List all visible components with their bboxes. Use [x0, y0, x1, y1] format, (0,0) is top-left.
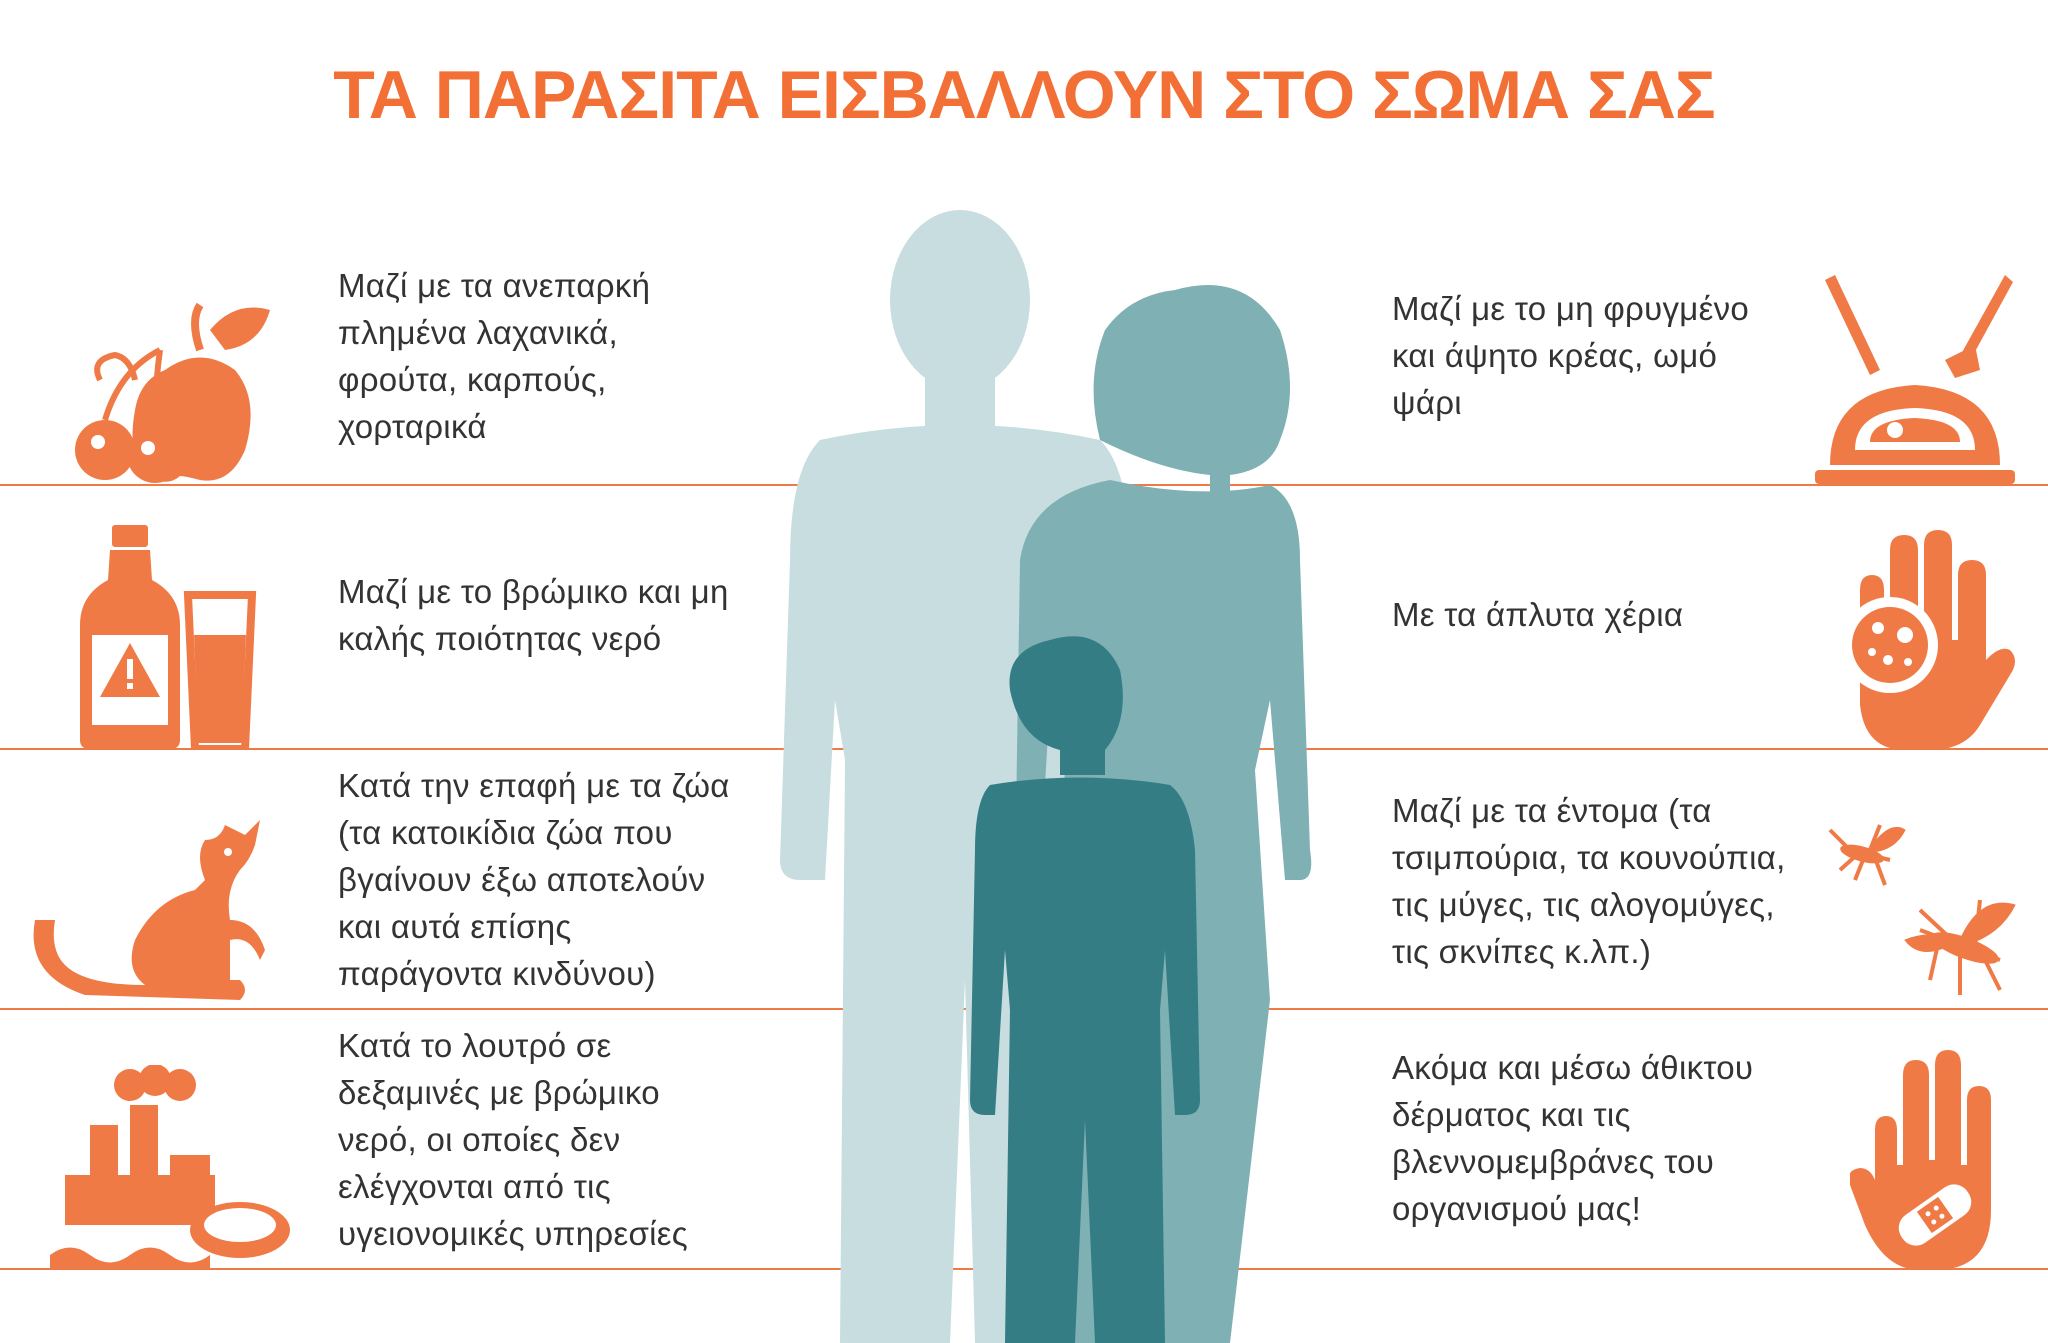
- water-bottle-icon: [80, 525, 260, 750]
- hand-bandage-icon: [1850, 1050, 2000, 1270]
- right-item-insects-text: Μαζί με τα έντομα (τα τσιμπούρια, τα κουνούπια, τις μύγες, τις αλογομύγες, τις σκνίπες κ.λπ.): [1392, 792, 1786, 970]
- left-item-pools-text: Κατά το λουτρό σε δεξαμινές με βρώμικο νερό, οι οποίες δεν ελέγχονται από τις υγειονομικές υπηρεσίες: [338, 1027, 688, 1252]
- right-item-meat-text: Μαζί με το μη φρυγμένο και άψητο κρέας, ωμό ψάρι: [1392, 290, 1750, 421]
- factory-pool-icon: [50, 1065, 290, 1270]
- fruit-icon: [60, 290, 280, 490]
- page-title: ΤΑ ΠΑΡΑΣΙΤΑ ΕΙΣΒΑΛΛΟΥΝ ΣΤΟ ΣΩΜΑ ΣΑΣ: [333, 57, 1715, 133]
- left-item-water-text: Μαζί με το βρώμικο και μη καλής ποιότητας νερό: [338, 573, 729, 657]
- mosquito-icon: [1810, 810, 2030, 1010]
- left-item-fruits-text: Μαζί με τα ανεπαρκή πλημένα λαχανικά, φρούτα, καρπούς, χορταρικά: [338, 267, 651, 445]
- dirty-hand-icon: [1820, 530, 2020, 750]
- raw-meat-icon: [1815, 270, 2015, 485]
- right-item-skin-text: Ακόμα και μέσω άθικτου δέρματος και τις βλεννομεμβράνες του οργανισμού μας!: [1392, 1049, 1754, 1227]
- right-item-hands-text: Με τα άπλυτα χέρια: [1392, 596, 1684, 633]
- left-item-animals-text: Κατά την επαφή με τα ζώα (τα κατοικίδια ζώα που βγαίνουν έξω αποτελούν και αυτά επίσης παράγοντα κινδύνου): [338, 767, 730, 992]
- cat-icon: [25, 790, 295, 1005]
